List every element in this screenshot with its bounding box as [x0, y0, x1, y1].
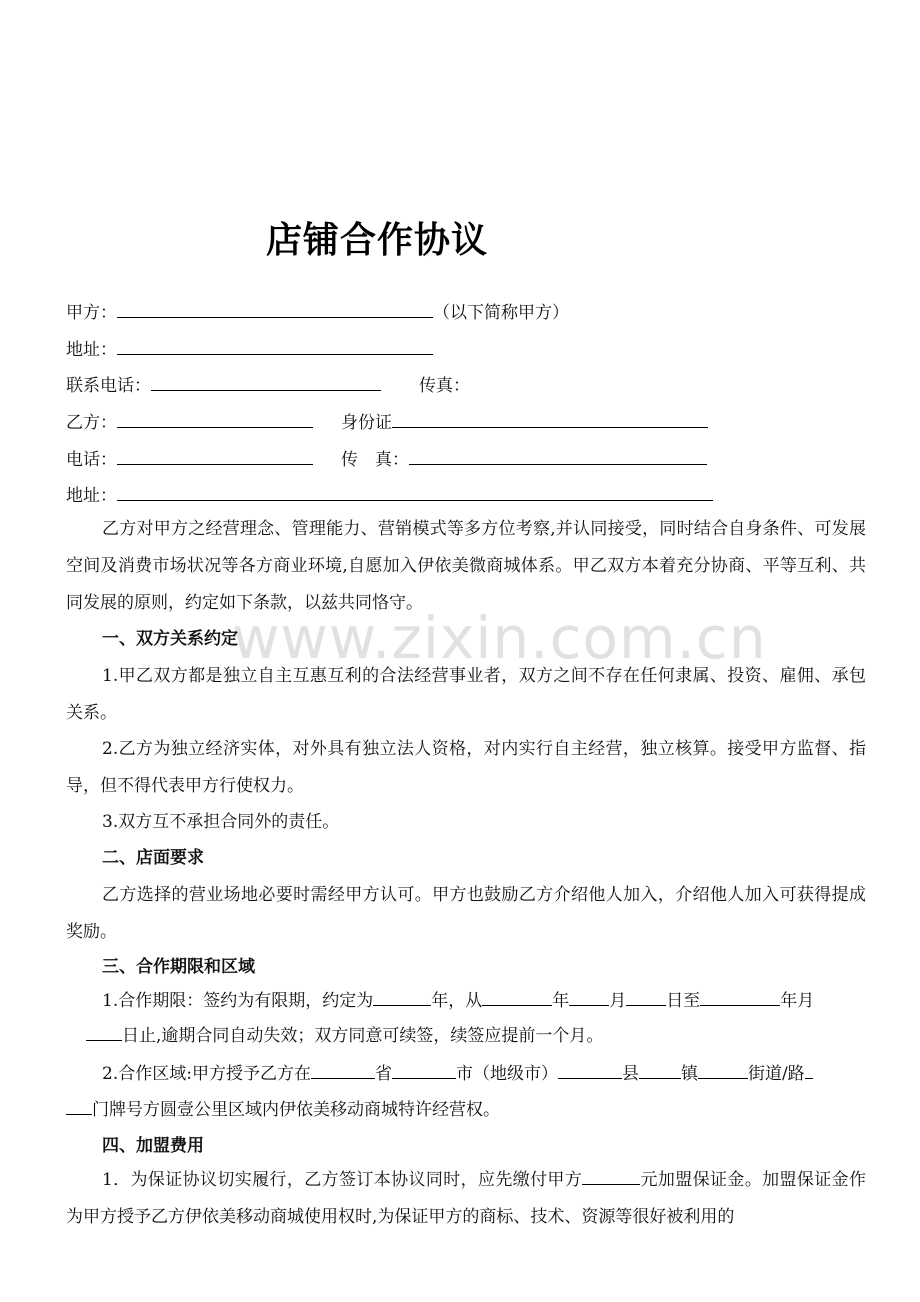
address-row [66, 338, 433, 362]
section-1-clause-2: 2.乙方为独立经济实体，对外具有独立法人资格，对内实行自主经营，独立核算。接受甲方监督、指导，但不得代表甲方行使权力。 [66, 739, 866, 796]
address2-row [66, 484, 713, 508]
fax2-label: 传 真： [341, 450, 409, 470]
province-blank [311, 1062, 375, 1079]
city-blank [392, 1062, 456, 1079]
deposit-amount-blank [582, 1168, 640, 1185]
phone-row [66, 448, 707, 472]
end-year-blank [700, 989, 780, 1006]
area-text-f: 街道/路 [747, 1064, 805, 1084]
address-label: 地址： [66, 340, 117, 360]
area-text-c: 市（地级市） [455, 1064, 558, 1084]
party-a-suffix: （以下简称甲方） [433, 303, 569, 323]
area-text-d: 县 [621, 1064, 639, 1084]
section-1-clause-3: 3.双方互不承担合同外的责任。 [102, 812, 340, 832]
area-text-a: 2.合作区域:甲方授予乙方在 [102, 1064, 311, 1084]
term-text-e: 日至 [666, 991, 701, 1011]
id-label: 身份证 [341, 413, 392, 433]
start-year-blank [482, 989, 552, 1006]
town-blank [639, 1062, 681, 1079]
party-a-blank [117, 301, 433, 318]
fee-clause-1 [66, 1162, 866, 1236]
fee-text-b: 元加盟保证金。加盟保证金作为甲方授予乙方伊依美移动商城使用权时,为保证甲方的商标、技术、资源等很好被利用的 [66, 1170, 866, 1227]
term-text-d: 月 [609, 991, 627, 1011]
party-b-row [66, 411, 708, 435]
id-blank [392, 411, 708, 428]
document-title: 店铺合作协议 [266, 220, 489, 261]
term-text-g: 日止,逾期合同自动失效；双方同意可续签，续签应提前一个月。 [122, 1026, 604, 1046]
phone-label: 电话： [66, 450, 117, 470]
contact-row [66, 374, 470, 398]
term-text-b: 年，从 [431, 991, 483, 1011]
term-years-blank [373, 989, 431, 1006]
street-blank [698, 1062, 748, 1079]
party-a-row [66, 301, 569, 325]
term-line-1 [66, 989, 814, 1013]
end-day-blank [86, 1024, 122, 1041]
house-number-blank [66, 1098, 92, 1115]
term-line-2 [66, 1024, 603, 1048]
section-2-clause-1: 乙方选择的营业场地必要时需经甲方认可。甲方也鼓励乙方介绍他人加入，介绍他人加入可获得提成奖励。 [66, 885, 866, 942]
address2-label: 地址： [66, 486, 117, 506]
section-1-heading: 一、双方关系约定 [102, 629, 238, 649]
address2-blank [117, 484, 713, 501]
area-line-1 [66, 1062, 813, 1086]
fee-text-a: 1．为保证协议切实履行，乙方签订本协议同时，应先缴付甲方 [102, 1170, 583, 1190]
start-day-blank [626, 989, 666, 1006]
phone-blank [117, 448, 313, 465]
party-b-blank [117, 411, 313, 428]
section-1-clause-1: 1.甲乙双方都是独立自主互惠互利的合法经营事业者，双方之间不存在任何隶属、投资、雇佣、承包关系。 [66, 666, 866, 723]
contact-phone-blank [151, 374, 381, 391]
county-blank [558, 1062, 622, 1079]
intro-paragraph: 乙方对甲方之经营理念、管理能力、营销模式等多方位考察,并认同接受，同时结合自身条件、可发展空间及消费市场状况等各方商业环境,自愿加入伊依美微商城体系。甲乙双方本着充分协商、平等互利、共同发展的原则，约定如下条款，以兹共同恪守。 [66, 519, 866, 613]
area-text-g: 门牌号方圆壹公里区域内伊依美移动商城特许经营权。 [92, 1100, 500, 1120]
watermark: www.zixin.com.cn [232, 604, 767, 672]
address-blank [117, 338, 433, 355]
area-text-e: 镇 [680, 1064, 698, 1084]
area-line-2 [66, 1098, 500, 1122]
section-4-heading: 四、加盟费用 [102, 1136, 204, 1156]
term-text-a: 1.合作期限：签约为有限期，约定为 [102, 991, 374, 1011]
contact-phone-label: 联系电话： [66, 376, 151, 396]
fax2-blank [409, 448, 707, 465]
area-text-b: 省 [374, 1064, 392, 1084]
section-2-heading: 二、店面要求 [102, 848, 204, 868]
party-b-label: 乙方： [66, 413, 117, 433]
section-3-heading: 三、合作期限和区域 [102, 957, 255, 977]
fax-label: 传真： [419, 376, 470, 396]
start-month-blank [569, 989, 609, 1006]
term-text-c: 年 [552, 991, 570, 1011]
term-text-f: 年月 [780, 991, 815, 1011]
party-a-label: 甲方： [66, 303, 117, 323]
